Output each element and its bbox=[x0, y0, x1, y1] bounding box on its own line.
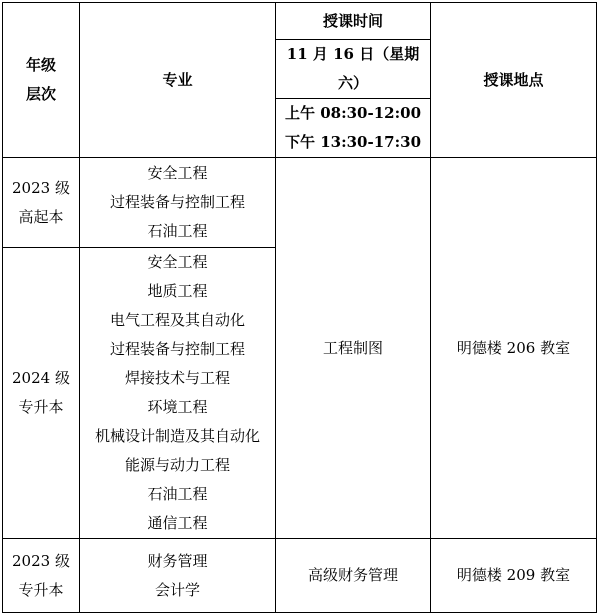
major-item: 环境工程 bbox=[147, 398, 208, 416]
header-location-cell bbox=[431, 3, 597, 158]
major-item: 地质工程 bbox=[147, 282, 208, 300]
major-item: 能源与动力工程 bbox=[124, 456, 230, 474]
course-cell bbox=[276, 539, 431, 613]
level-year: 2024 级 bbox=[12, 369, 70, 387]
course-cell bbox=[276, 158, 431, 539]
location-cell bbox=[431, 158, 597, 539]
header-level-line-2: 层次 bbox=[25, 85, 56, 103]
major-item: 电气工程及其自动化 bbox=[109, 311, 245, 329]
level-type: 专升本 bbox=[18, 398, 64, 416]
course-name: 工程制图 bbox=[322, 338, 383, 357]
course-name: 高级财务管理 bbox=[307, 566, 398, 584]
major-item: 安全工程 bbox=[147, 253, 208, 271]
header-date-cell bbox=[276, 40, 431, 99]
header-row-1 bbox=[3, 3, 597, 40]
header-date-line-2: 六） bbox=[337, 74, 368, 92]
major-item: 机械设计制造及其自动化 bbox=[94, 427, 260, 445]
major-item: 安全工程 bbox=[147, 164, 208, 182]
major-item: 石油工程 bbox=[147, 222, 208, 240]
header-level-cell bbox=[3, 3, 80, 158]
major-item: 过程装备与控制工程 bbox=[109, 340, 245, 358]
major-item: 财务管理 bbox=[147, 551, 208, 570]
major-item: 石油工程 bbox=[147, 485, 208, 503]
level-year: 2023 级 bbox=[12, 551, 70, 570]
majors-cell bbox=[80, 158, 276, 248]
majors-cell bbox=[80, 248, 276, 539]
header-level-line-1: 年级 bbox=[25, 56, 56, 74]
major-item: 会计学 bbox=[154, 580, 200, 599]
level-year: 2023 级 bbox=[12, 178, 70, 197]
level-cell bbox=[3, 158, 80, 248]
level-cell bbox=[3, 248, 80, 539]
level-type: 高起本 bbox=[18, 207, 64, 226]
header-hours-cell bbox=[276, 99, 431, 158]
header-major-label: 专业 bbox=[162, 70, 193, 89]
schedule-table bbox=[2, 2, 597, 613]
level-type: 专升本 bbox=[18, 580, 64, 599]
table-row bbox=[3, 158, 597, 248]
header-date-line-1: 11 月 16 日（星期 bbox=[286, 45, 420, 63]
location-name: 明德楼 209 教室 bbox=[456, 566, 571, 584]
header-afternoon-time: 下午 13:30-17:30 bbox=[284, 133, 422, 151]
header-major-cell bbox=[80, 3, 276, 158]
header-time-title-cell bbox=[276, 3, 431, 40]
header-location-label: 授课地点 bbox=[483, 70, 544, 89]
major-item: 焊接技术与工程 bbox=[124, 369, 230, 387]
major-item: 通信工程 bbox=[147, 514, 208, 532]
majors-cell bbox=[80, 539, 276, 613]
header-time-title: 授课时间 bbox=[322, 11, 383, 30]
major-item: 过程装备与控制工程 bbox=[109, 193, 245, 211]
location-cell bbox=[431, 539, 597, 613]
location-name: 明德楼 206 教室 bbox=[456, 338, 571, 357]
level-cell bbox=[3, 539, 80, 613]
header-morning-time: 上午 08:30-12:00 bbox=[284, 104, 422, 122]
table-row bbox=[3, 539, 597, 613]
